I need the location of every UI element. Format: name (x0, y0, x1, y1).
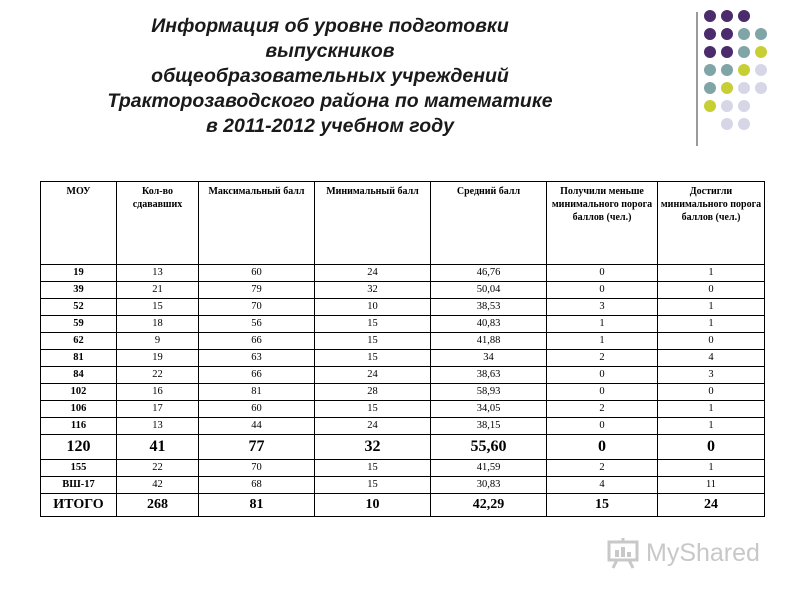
cell-count: 21 (117, 282, 199, 299)
table-row (41, 316, 765, 333)
cell-school: 120 (41, 435, 117, 460)
cell-min: 15 (315, 460, 431, 477)
decorative-dot (721, 28, 733, 40)
presentation-board-icon (606, 536, 640, 570)
cell-count: 18 (117, 316, 199, 333)
cell-school: 19 (41, 265, 117, 282)
cell-school: 81 (41, 350, 117, 367)
decorative-dot (738, 82, 750, 94)
cell-reached-threshold: 1 (658, 265, 765, 282)
cell-below-threshold: 2 (547, 460, 658, 477)
title-line: общеобразовательных учреждений (151, 65, 509, 87)
header-reached-threshold: Достигли минимального порога баллов (чел.) (658, 182, 765, 265)
cell-min: 24 (315, 418, 431, 435)
cell-max: 81 (199, 384, 315, 401)
cell-max: 70 (199, 460, 315, 477)
cell-school: 102 (41, 384, 117, 401)
results-table (40, 181, 765, 517)
header-below-threshold: Получили меньше минимального порога баллов (чел.) (547, 182, 658, 265)
decorative-dot (738, 46, 750, 58)
cell-min: 15 (315, 316, 431, 333)
decorative-dot (704, 28, 716, 40)
table-row (41, 435, 765, 460)
decorative-dot (721, 64, 733, 76)
cell-below-threshold: 0 (547, 265, 658, 282)
cell-count: 17 (117, 401, 199, 418)
title-line: Тракторозаводского района по математике (107, 90, 553, 112)
cell-avg: 50,04 (431, 282, 547, 299)
cell-school: ВШ-17 (41, 477, 117, 494)
cell-count: 16 (117, 384, 199, 401)
cell-below-threshold: 0 (547, 418, 658, 435)
table-header-row (41, 182, 765, 265)
table-row (41, 350, 765, 367)
cell-count: 9 (117, 333, 199, 350)
decorative-dot (755, 46, 767, 58)
table-row (41, 282, 765, 299)
table-row (41, 401, 765, 418)
cell-reached-threshold: 0 (658, 333, 765, 350)
cell-school: 39 (41, 282, 117, 299)
decorative-dot (721, 10, 733, 22)
cell-max: 77 (199, 435, 315, 460)
table-row (41, 333, 765, 350)
cell-count: 42 (117, 477, 199, 494)
cell-reached-threshold: 0 (658, 435, 765, 460)
table-row (41, 299, 765, 316)
cell-school: 52 (41, 299, 117, 316)
cell-count: 15 (117, 299, 199, 316)
cell-min: 10 (315, 299, 431, 316)
cell-below-threshold: 0 (547, 367, 658, 384)
header-count: Кол-во сдававших (117, 182, 199, 265)
cell-reached-threshold: 3 (658, 367, 765, 384)
decorative-dot (738, 64, 750, 76)
cell-reached-threshold: 0 (658, 384, 765, 401)
decorative-dot (704, 46, 716, 58)
cell-count: 13 (117, 418, 199, 435)
cell-min: 24 (315, 367, 431, 384)
total-below-threshold: 15 (547, 494, 658, 517)
cell-reached-threshold: 1 (658, 418, 765, 435)
table-row (41, 418, 765, 435)
title-line: в 2011-2012 учебном году (205, 115, 455, 137)
cell-min: 28 (315, 384, 431, 401)
decorative-dot (755, 82, 767, 94)
decorative-dot (738, 10, 750, 22)
table-row (41, 265, 765, 282)
cell-count: 22 (117, 460, 199, 477)
myshared-logo (606, 536, 760, 570)
cell-min: 15 (315, 333, 431, 350)
cell-below-threshold: 1 (547, 333, 658, 350)
decorative-dot (721, 100, 733, 112)
cell-reached-threshold: 1 (658, 316, 765, 333)
cell-avg: 46,76 (431, 265, 547, 282)
cell-school: 62 (41, 333, 117, 350)
cell-school: 155 (41, 460, 117, 477)
logo-text: MyShared (646, 538, 760, 567)
page-title (30, 14, 630, 139)
cell-min: 15 (315, 401, 431, 418)
cell-max: 56 (199, 316, 315, 333)
table-row (41, 367, 765, 384)
cell-min: 32 (315, 435, 431, 460)
cell-avg: 38,53 (431, 299, 547, 316)
cell-school: 84 (41, 367, 117, 384)
cell-reached-threshold: 0 (658, 282, 765, 299)
total-min: 10 (315, 494, 431, 517)
cell-below-threshold: 2 (547, 401, 658, 418)
cell-max: 79 (199, 282, 315, 299)
cell-max: 60 (199, 401, 315, 418)
cell-school: 59 (41, 316, 117, 333)
decorative-dot (704, 100, 716, 112)
cell-min: 15 (315, 477, 431, 494)
cell-reached-threshold: 1 (658, 460, 765, 477)
decorative-dot (704, 10, 716, 22)
cell-avg: 58,93 (431, 384, 547, 401)
cell-avg: 30,83 (431, 477, 547, 494)
cell-reached-threshold: 1 (658, 401, 765, 418)
decorative-dot (721, 118, 733, 130)
header-school: МОУ (41, 182, 117, 265)
table-row (41, 384, 765, 401)
decorative-dot (738, 28, 750, 40)
decorative-dot (704, 82, 716, 94)
cell-avg: 41,59 (431, 460, 547, 477)
cell-avg: 40,83 (431, 316, 547, 333)
total-reached-threshold: 24 (658, 494, 765, 517)
cell-reached-threshold: 1 (658, 299, 765, 316)
decorative-dot (721, 46, 733, 58)
cell-min: 24 (315, 265, 431, 282)
cell-below-threshold: 2 (547, 350, 658, 367)
cell-avg: 38,15 (431, 418, 547, 435)
cell-max: 66 (199, 367, 315, 384)
decorative-dot (721, 82, 733, 94)
decorative-dot (755, 28, 767, 40)
cell-min: 15 (315, 350, 431, 367)
decorative-dot (738, 118, 750, 130)
cell-max: 70 (199, 299, 315, 316)
header-min: Минимальный балл (315, 182, 431, 265)
decorative-dot (738, 100, 750, 112)
decorative-divider (696, 12, 698, 146)
title-line: Информация об уровне подготовки (151, 15, 509, 37)
cell-below-threshold: 1 (547, 316, 658, 333)
header-avg: Средний балл (431, 182, 547, 265)
cell-school: 106 (41, 401, 117, 418)
table-row (41, 477, 765, 494)
cell-count: 22 (117, 367, 199, 384)
cell-school: 116 (41, 418, 117, 435)
decorative-dot (704, 64, 716, 76)
cell-count: 19 (117, 350, 199, 367)
cell-count: 41 (117, 435, 199, 460)
cell-max: 63 (199, 350, 315, 367)
table-total-row (41, 494, 765, 517)
cell-count: 13 (117, 265, 199, 282)
cell-reached-threshold: 4 (658, 350, 765, 367)
cell-below-threshold: 0 (547, 384, 658, 401)
cell-avg: 34,05 (431, 401, 547, 418)
cell-max: 68 (199, 477, 315, 494)
total-max: 81 (199, 494, 315, 517)
cell-avg: 38,63 (431, 367, 547, 384)
total-school: ИТОГО (41, 494, 117, 517)
total-count: 268 (117, 494, 199, 517)
cell-reached-threshold: 11 (658, 477, 765, 494)
cell-below-threshold: 3 (547, 299, 658, 316)
total-avg: 42,29 (431, 494, 547, 517)
cell-below-threshold: 4 (547, 477, 658, 494)
header-max: Максимальный балл (199, 182, 315, 265)
cell-max: 60 (199, 265, 315, 282)
cell-below-threshold: 0 (547, 282, 658, 299)
title-line: выпускников (265, 40, 395, 62)
cell-max: 44 (199, 418, 315, 435)
table-row (41, 460, 765, 477)
cell-avg: 55,60 (431, 435, 547, 460)
decorative-dot (755, 64, 767, 76)
cell-avg: 34 (431, 350, 547, 367)
cell-avg: 41,88 (431, 333, 547, 350)
cell-max: 66 (199, 333, 315, 350)
cell-below-threshold: 0 (547, 435, 658, 460)
cell-min: 32 (315, 282, 431, 299)
